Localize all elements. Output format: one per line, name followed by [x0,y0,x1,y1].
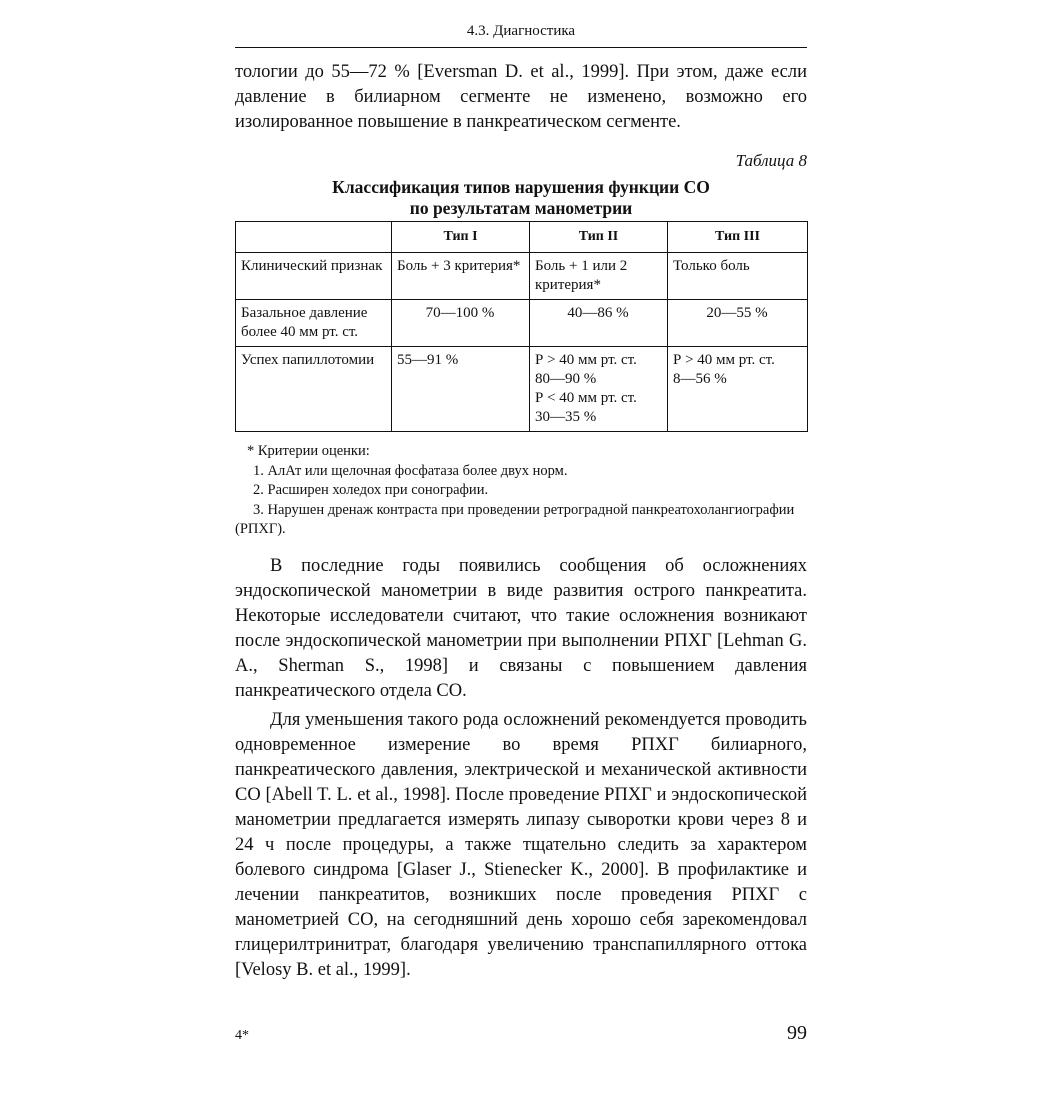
classification-table [235,221,808,432]
cell-type1: 55—91 % [392,347,530,432]
table-header-type2: Тип II [530,222,668,253]
cell-type2: Боль + 1 или 2 критерия* [530,253,668,300]
table-footnotes [235,442,807,540]
cell-type1: 70—100 % [392,300,530,347]
table-header-row [236,222,808,253]
footnote: 1. АлАт или щелочная фосфатаза более двух норм. [253,462,568,479]
table-header-type3: Тип III [668,222,808,253]
footnote: * Критерии оценки: [247,443,370,459]
table-title [235,177,807,219]
footnote: 3. Нарушен дренаж контраста при проведении ретроградной панкреатохолангиографии (РПХГ). [235,501,795,537]
body-paragraph: В последние годы появились сообщения об осложнениях эндоскопической манометрии в виде развития острого панкреатита. Некоторые исследователи считают, что такие осложнения возникают после эндоскопической манометрии при выполнении РПХГ [Lehman G. A., Sherman S., 1998] и связаны с повышением давления панкреатического отдела СО. [235,555,807,701]
intro-paragraph: тологии до 55—72 % [Eversman D. et al., 1999]. При этом, даже если давление в билиарном сегменте не изменено, возможно его изолированное повышение в панкреатическом сегменте. [235,62,807,132]
table-row [236,253,808,300]
cell-type3: 20—55 % [668,300,808,347]
cell-type2: Р > 40 мм рт. ст. 80—90 % Р < 40 мм рт. ст. 30—35 % [530,347,668,432]
row-label: Клинический признак [236,253,392,300]
row-label: Базальное давление более 40 мм рт. ст. [236,300,392,347]
page-number: 99 [787,1022,807,1044]
row-label: Успех папиллотомии [236,347,392,432]
signature-mark: 4* [235,1028,249,1043]
running-head: 4.3. Диагностика [235,22,807,48]
table-row [236,300,808,347]
cell-type2: 40—86 % [530,300,668,347]
table-title-line-1: Классификация типов нарушения функции СО [332,177,710,197]
cell-type3: Р > 40 мм рт. ст. 8—56 % [668,347,808,432]
cell-type3: Только боль [668,253,808,300]
table-label: Таблица 8 [735,151,807,170]
body-paragraph: Для уменьшения такого рода осложнений рекомендуется проводить одновременное измерение во время РПХГ билиарного, панкреатического давления, электрической и механической активности СО [Abell T. L. et al., 1998]. После проведение РПХГ и эндоскопической манометрии предлагается измерять липазу сыворотки крови через 8 и 24 ч после процедуры, а также тщательно следить за характером болевого синдрома [Glaser J., Stienecker K., 2000]. В профилактике и лечении панкреатитов, возникших после проведения РПХГ с манометрией СО, на сегодняшний день хорошо себя зарекомендовал глицерилтринитрат, благодаря увеличению транспапиллярного оттока [Velosy B. et al., 1999]. [235,709,807,980]
table-title-line-2: по результатам манометрии [409,198,633,218]
table-row [236,347,808,432]
book-page [235,22,807,983]
table-header-type1: Тип I [392,222,530,253]
cell-type1: Боль + 3 критерия* [392,253,530,300]
footnote: 2. Расширен холедох при сонографии. [253,482,489,498]
table-header-empty [236,222,392,253]
